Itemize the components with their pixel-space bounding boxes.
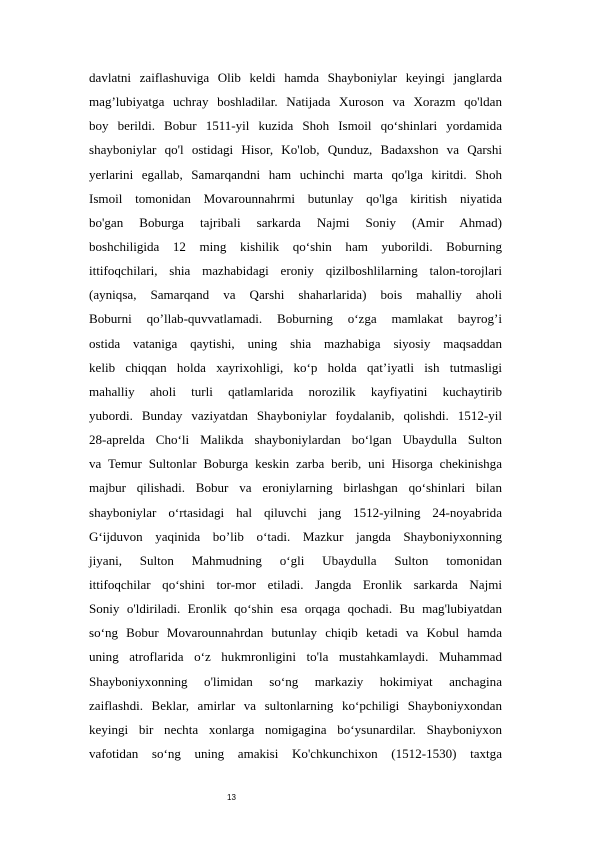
text-line: yubordi. Bunday vaziyatdan Shayboniylar foydalanib, qolishdi. 1512-yil <box>89 407 502 423</box>
text-line: zaiflashdi. Beklar, amirlar va sultonlarning ko‘pchiligi Shayboniyxondan <box>89 697 502 713</box>
text-line: ittifoqchilar qo‘shini tor-mor etiladi. Jangda Eronlik sarkarda Najmi <box>89 576 502 592</box>
text-line: va Temur Sultonlar Boburga keskin zarba berib, uni Hisorga chekinishga <box>89 456 502 472</box>
text-line: boshchiligida 12 ming kishilik qo‘shin ham yuborildi. Boburning <box>89 238 502 254</box>
text-line: mahalliy aholi turli qatlamlarida norozilik kayfiyatini kuchaytirib <box>89 383 502 399</box>
text-line: davlatni zaiflashuviga Olib keldi hamda Shayboniylar keyingi janglarda <box>89 70 502 85</box>
text-line: majbur qilishadi. Bobur va eroniylarning birlashgan qo‘shinlari bilan <box>89 480 502 496</box>
text-line: uning atroflarida o‘z hukmronligini to'la mustahkamlaydi. Muhammad <box>89 649 502 665</box>
text-line: shayboniylar o‘rtasidagi hal qiluvchi jang 1512-yilning 24-noyabrida <box>89 504 502 520</box>
text-line: so‘ng Bobur Movarounnahrdan butunlay chiqib ketadi va Kobul hamda <box>89 625 502 641</box>
text-line: bo'gan Boburga tajribali sarkarda Najmi Soniy (Amir Ahmad) <box>89 214 502 230</box>
text-line: (ayniqsa, Samarqand va Qarshi shaharlarida) bois mahalliy aholi <box>89 287 502 303</box>
text-line: keyingi bir nechta xonlarga nomigagina bo‘ysunardilar. Shayboniyxon <box>89 721 502 737</box>
text-line: G‘ijduvon yaqinida bo’lib o‘tadi. Mazkur jangda Shayboniyxonning <box>89 528 502 544</box>
text-line: boy berildi. Bobur 1511-yil kuzida Shoh Ismoil qo‘shinlari yordamida <box>89 118 502 134</box>
text-line: yerlarini egallab, Samarqandni ham uchinchi marta qo'lga kiritdi. Shoh <box>89 166 502 182</box>
text-line: Soniy o'ldiriladi. Eronlik qo‘shin esa orqaga qochadi. Bu mag'lubiyatdan <box>89 601 502 617</box>
text-line: kelib chiqqan holda xayrixohligi, ko‘p holda qat’iyatli ish tutmasligi <box>89 359 502 375</box>
text-line: jiyani, Sulton Mahmudning o‘gli Ubaydulla Sulton tomonidan <box>89 552 502 568</box>
text-line: shayboniylar qo'l ostidagi Hisor, Ko'lob, Qunduz, Badaxshon va Qarshi <box>89 142 502 158</box>
text-line: mag’lubiyatga uchray boshladilar. Natijada Xuroson va Xorazm qo'ldan <box>89 94 502 110</box>
page-number: 13 <box>227 793 236 802</box>
text-line: vafotidan so‘ng uning amakisi Ko'chkunchixon (1512-1530) taxtga <box>89 745 502 761</box>
text-line: Shayboniyxonning o'limidan so‘ng markaziy hokimiyat anchagina <box>89 673 502 689</box>
text-line: ittifoqchilari, shia mazhabidagi eroniy qizilboshlilarning talon-torojlari <box>89 263 502 279</box>
body-text <box>89 66 502 766</box>
text-line: Boburni qo’llab-quvvatlamadi. Boburning o‘zga mamlakat bayrog’i <box>89 311 502 327</box>
text-line: Ismoil tomonidan Movarounnahrmi butunlay qo'lga kiritish niyatida <box>89 190 502 206</box>
text-line: ostida vataniga qaytishi, uning shia mazhabiga siyosiy maqsaddan <box>89 335 502 351</box>
text-line: 28-aprelda Cho‘li Malikda shayboniylardan bo‘lgan Ubaydulla Sulton <box>89 432 502 448</box>
